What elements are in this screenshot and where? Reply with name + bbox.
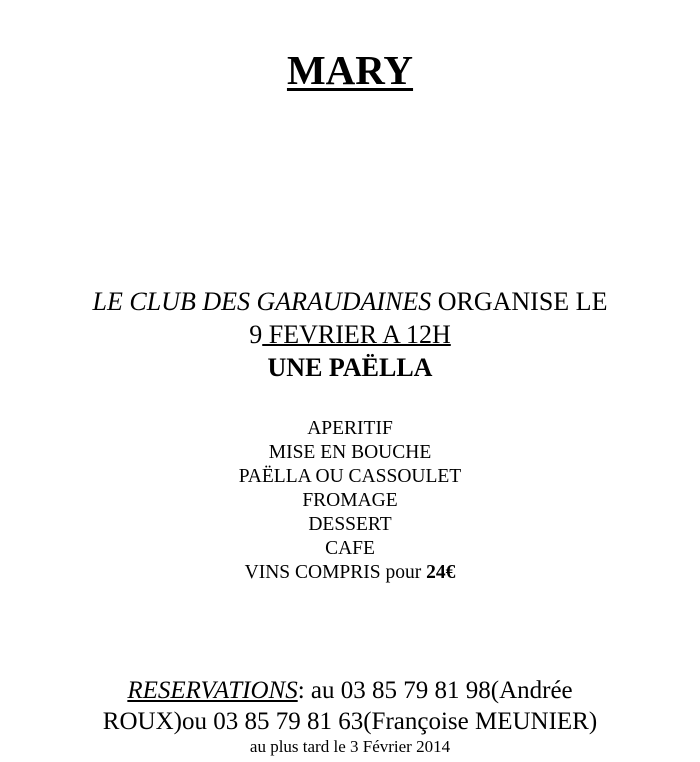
menu-item: APERITIF bbox=[307, 418, 393, 439]
menu-item: MISE EN BOUCHE bbox=[268, 442, 432, 463]
menu-list bbox=[0, 417, 700, 585]
event-day: 9 bbox=[249, 320, 263, 349]
title-text: MARY bbox=[286, 47, 414, 93]
page-title bbox=[0, 46, 700, 94]
price: 24€ bbox=[426, 562, 456, 583]
event-dish: UNE PAËLLA bbox=[267, 353, 433, 382]
reservations-line-2: ROUX)ou 03 85 79 81 63(Françoise MEUNIER) bbox=[102, 708, 598, 735]
reservations-label: RESERVATIONS bbox=[127, 677, 298, 704]
reservations-line-1 bbox=[0, 675, 700, 706]
menu-item: CAFE bbox=[325, 538, 375, 559]
announcement-line-1 bbox=[0, 285, 700, 318]
organise-text: ORGANISE LE bbox=[431, 287, 608, 316]
menu-item: PAËLLA OU CASSOULET bbox=[238, 466, 462, 487]
reservations-phone-1: : au 03 85 79 81 98(Andrée bbox=[297, 677, 573, 704]
menu-wine-line bbox=[0, 561, 700, 585]
event-announcement bbox=[0, 285, 700, 384]
menu-item: DESSERT bbox=[308, 514, 392, 535]
announcement-line-2 bbox=[0, 318, 700, 351]
reservations-block bbox=[0, 675, 700, 737]
reservation-deadline: au plus tard le 3 Février 2014 bbox=[249, 737, 451, 756]
menu-item: FROMAGE bbox=[302, 490, 398, 511]
wine-text: VINS COMPRIS pour bbox=[244, 562, 427, 583]
club-name: LE CLUB DES GARAUDAINES bbox=[92, 287, 432, 316]
event-date-time: FEVRIER A 12H bbox=[262, 320, 451, 349]
